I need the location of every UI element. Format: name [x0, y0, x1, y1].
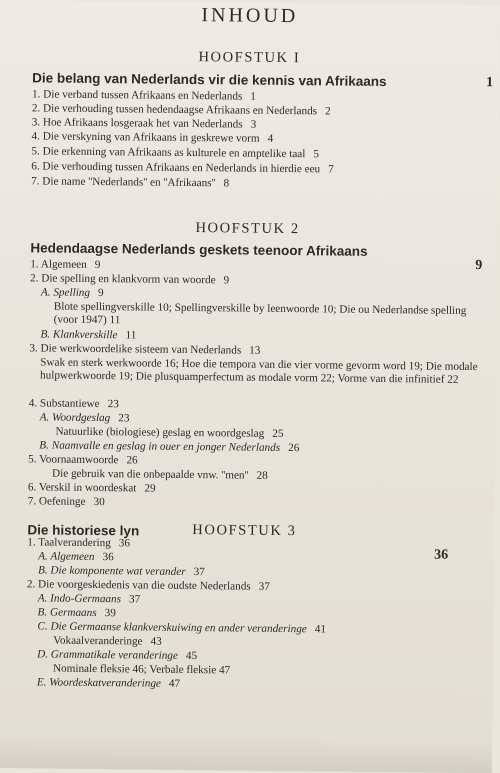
- toc-entry: 7. Die name ''Nederlands'' en ''Afrikaans'' 8: [31, 175, 230, 190]
- toc-entry: 1. Taalverandering 36: [27, 536, 131, 550]
- toc-entry: 5. Die erkenning van Afrikaans as kulturele en amptelike taal 5: [31, 145, 320, 161]
- chapter-3-label: HOOFSTUK 3: [192, 522, 297, 540]
- toc-entry: 3. Die werkwoordelike sisteem van Nederlands 13: [29, 342, 261, 357]
- page-title: INHOUD: [201, 4, 299, 28]
- toc-entry: 6. Verskil in woordeskat 29: [27, 481, 156, 495]
- chapter-1-title: Die belang van Nederlands vir die kennis van Afrikaans: [32, 70, 387, 90]
- chapter-3-title: Die historiese lyn: [27, 522, 140, 539]
- toc-entry: 2. Die voorgeskiedenis van die oudste Nederlands 37: [26, 578, 270, 593]
- toc-subentry: B. Die komponente wat verander 37: [37, 564, 205, 579]
- toc-entry: 5. Voornaamwoorde 26: [28, 453, 138, 467]
- toc-entry: 1. Algemeen 9: [30, 258, 101, 272]
- toc-subentry: A. Algemeen 36: [38, 550, 114, 564]
- toc-entry: 6. Die verhouding tussen Afrikaans en Nederlands in hierdie eeu 7: [31, 160, 334, 176]
- toc-subentry: B. Naamvalle en geslag in ouer en jonger Nederlands 26: [39, 439, 300, 455]
- toc-detail: Nominale fleksie 46; Verbale fleksie 47: [52, 662, 231, 677]
- toc-subentry: B. Klankverskille 11: [40, 328, 137, 342]
- toc-entry: 7. Oefeninge 30: [27, 495, 105, 509]
- toc-subentry: B. Germaans 39: [37, 606, 116, 620]
- toc-entry: 2. Die spelling en klankvorm van woorde 9: [30, 272, 230, 287]
- toc-subentry: A. Indo-Germaans 37: [37, 592, 141, 606]
- chapter-2-title: Hedendaagse Nederlands geskets teenoor Afrikaans: [30, 240, 368, 259]
- page-bottom-shadow: [0, 735, 492, 773]
- chapter-2-label: HOOFSTUK 2: [195, 220, 300, 238]
- toc-detail: Swak en sterk werkwoorde 16; Hoe die tempora van die vier vorme gevorm word 19; Die modale hulpwerkwoorde 19; Die plusquamperfectum as modale vorm 22; Vorme van die infinitief 22: [40, 356, 478, 386]
- toc-detail: Vokaalveranderinge 43: [53, 634, 162, 648]
- toc-detail: Blote spellingverskille 10; Spellingverskille by leenwoorde 10; Die ou Nederlandse spelling (voor 1947) 11: [53, 300, 467, 327]
- toc-entry: 2. Die verhouding tussen hedendaagse Afrikaans en Nederlands 2: [31, 102, 331, 118]
- chapter-1-label: HOOFSTUK I: [198, 49, 301, 67]
- toc-subentry: E. Woordeskatveranderinge 47: [36, 676, 181, 690]
- chapter-2-page: 9: [475, 257, 483, 274]
- toc-subentry: C. Die Germaanse klankverskuiwing en ander veranderinge 41: [37, 620, 327, 636]
- toc-entry: 4. Substantiewe 23: [28, 397, 119, 411]
- toc-subentry: A. Woordgeslag 23: [39, 411, 130, 425]
- toc-subentry: A. Spelling 9: [40, 286, 104, 300]
- toc-subentry: D. Grammatikale veranderinge 45: [37, 648, 198, 663]
- toc-entry: 4. Die verskyning van Afrikaans in geskrewe vorm 4: [31, 130, 274, 145]
- toc-detail: Die gebruik van die onbepaalde vnw. ''men'' 28: [51, 467, 268, 482]
- chapter-3-page: 36: [434, 547, 449, 563]
- chapter-1-page: 1: [486, 75, 494, 91]
- toc-detail: Natuurlike (biologiese) geslag en woordgeslag 25: [55, 425, 284, 440]
- toc-entry: 3. Hoe Afrikaans losgeraak het van Nederlands 3: [31, 116, 257, 131]
- toc-entry: 1. Die verband tussen Afrikaans en Nederlands 1: [31, 88, 256, 103]
